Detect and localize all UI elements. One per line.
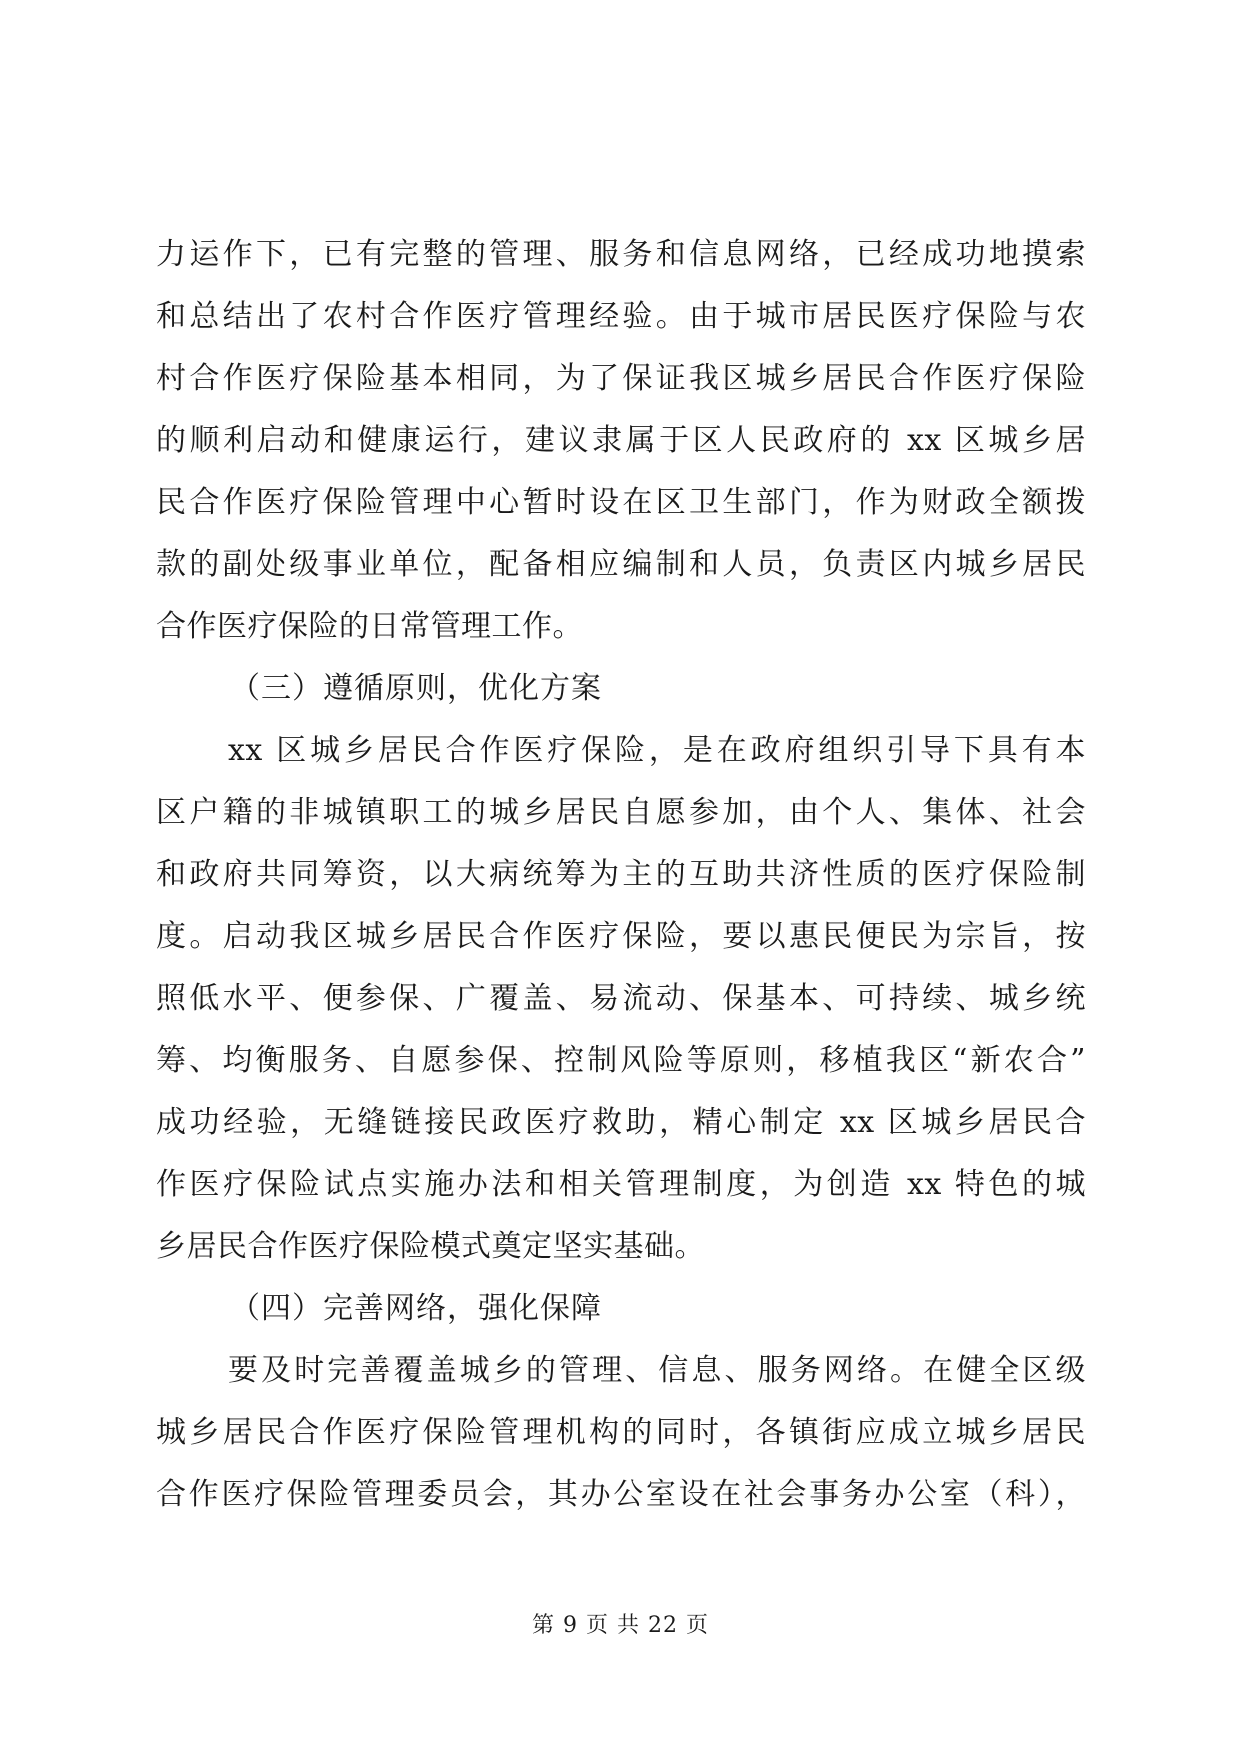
paragraph-line: 作医疗保险试点实施办法和相关管理制度，为创造 xx 特色的城 [156, 1167, 1086, 1202]
paragraph-line: 度。启动我区城乡居民合作医疗保险，要以惠民便民为宗旨，按 [156, 919, 1086, 954]
paragraph-line: 筹、均衡服务、自愿参保、控制风险等原则，移植我区“新农合” [156, 1043, 1086, 1078]
paragraph-line: 合作医疗保险管理委员会，其办公室设在社会事务办公室（科）， [156, 1477, 1086, 1512]
paragraph-line: 城乡居民合作医疗保险管理机构的同时，各镇街应成立城乡居民 [156, 1415, 1086, 1450]
paragraph-line: 的顺利启动和健康运行，建议隶属于区人民政府的 xx 区城乡居 [156, 423, 1086, 458]
section-heading-3: （三）遵循原则，优化方案 [230, 671, 602, 706]
paragraph-line: 款的副处级事业单位，配备相应编制和人员，负责区内城乡居民 [156, 547, 1086, 582]
paragraph-line: 力运作下，已有完整的管理、服务和信息网络，已经成功地摸索 [156, 237, 1086, 272]
paragraph-line: 照低水平、便参保、广覆盖、易流动、保基本、可持续、城乡统 [156, 981, 1086, 1016]
paragraph-line: 成功经验，无缝链接民政医疗救助，精心制定 xx 区城乡居民合 [156, 1105, 1086, 1140]
paragraph-line: 和政府共同筹资，以大病统筹为主的互助共济性质的医疗保险制 [156, 857, 1086, 892]
section-heading-4: （四）完善网络，强化保障 [230, 1291, 602, 1326]
document-body [156, 224, 1086, 1526]
paragraph-line: 乡居民合作医疗保险模式奠定坚实基础。 [156, 1229, 705, 1264]
paragraph-line: 合作医疗保险的日常管理工作。 [156, 609, 583, 644]
paragraph-line: 要及时完善覆盖城乡的管理、信息、服务网络。在健全区级 [228, 1353, 1086, 1388]
paragraph-line: 区户籍的非城镇职工的城乡居民自愿参加，由个人、集体、社会 [156, 795, 1086, 830]
paragraph-line: 村合作医疗保险基本相同，为了保证我区城乡居民合作医疗保险 [156, 361, 1086, 396]
paragraph-line: xx 区城乡居民合作医疗保险，是在政府组织引导下具有本 [228, 733, 1086, 768]
paragraph-line: 和总结出了农村合作医疗管理经验。由于城市居民医疗保险与农 [156, 299, 1086, 334]
page-footer [0, 1608, 1241, 1639]
paragraph-line: 民合作医疗保险管理中心暂时设在区卫生部门，作为财政全额拨 [156, 485, 1086, 520]
page-number: 第 9 页 共 22 页 [532, 1613, 709, 1638]
